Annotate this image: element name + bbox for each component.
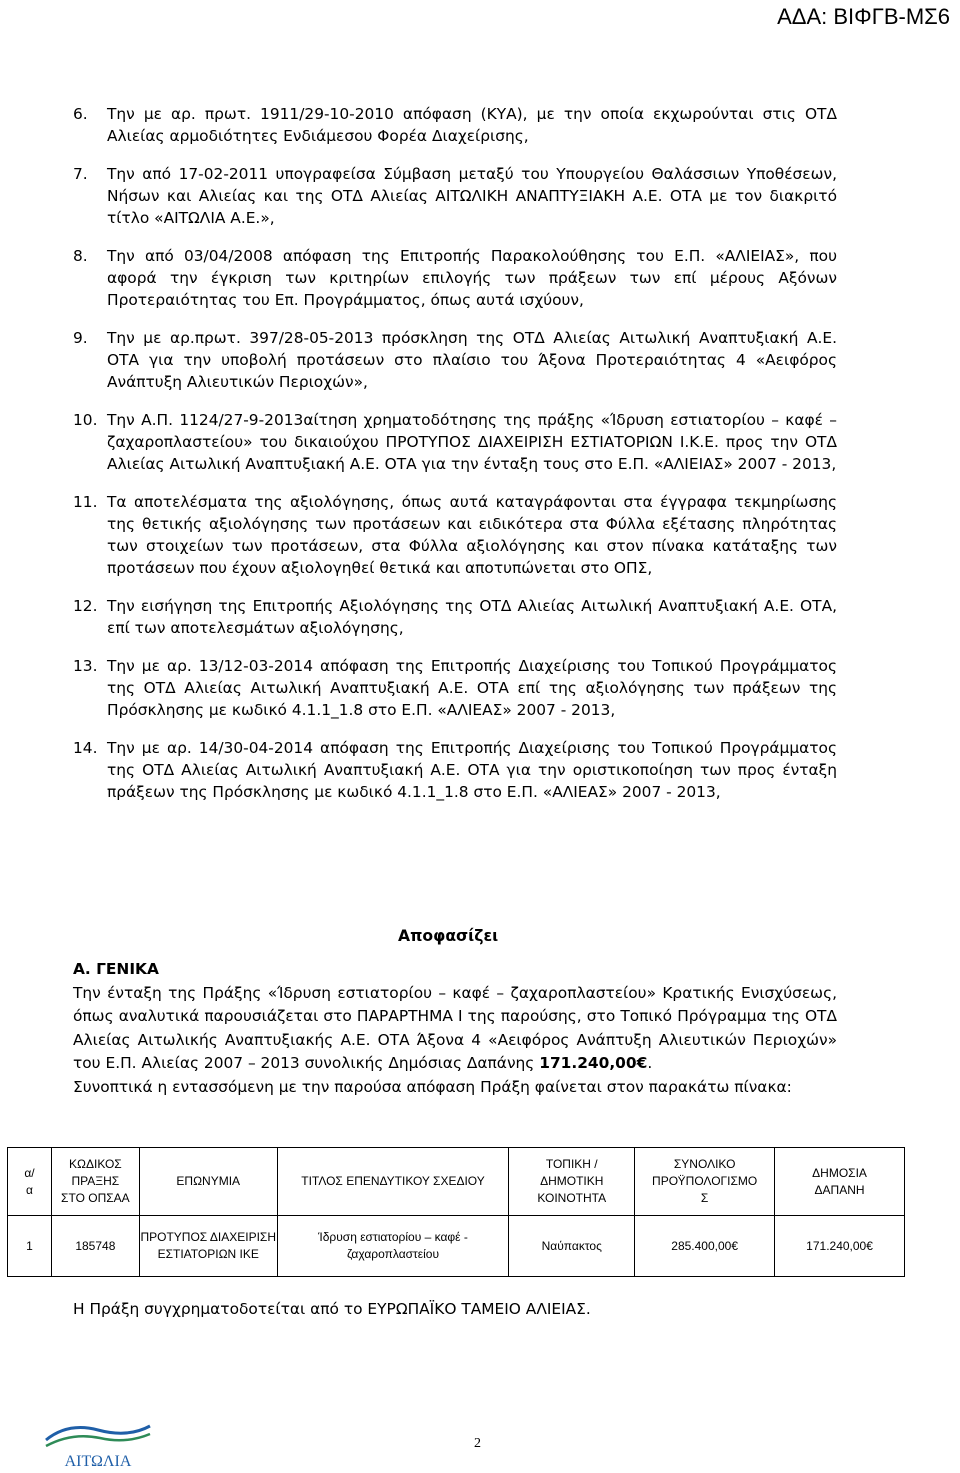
column-header: ΣΥΝΟΛΙΚΟ ΠΡΟΫΠΟΛΟΓΙΣΜΟ Σ [635, 1148, 775, 1216]
cofinancing-note: Η Πράξη συγχρηματοδοτείται από το ΕΥΡΩΠΑΪΚΟ ΤΑΜΕΙΟ ΑΛΙΕΙΑΣ. [73, 1300, 591, 1318]
table-cell: ΠΡΟΤΥΠΟΣ ΔΙΑΧΕΙΡΙΣΗ ΕΣΤΙΑΤΟΡΙΩΝ ΙΚΕ [139, 1216, 277, 1277]
item-text: Την εισήγηση της Επιτροπής Αξιολόγησης της ΟΤΔ Αλιείας Αιτωλική Αναπτυξιακή Α.Ε. ΟΤΑ, επί των αποτελεσμάτων αξιολόγησης, [107, 597, 837, 637]
item-number: 11. [73, 493, 98, 511]
column-header: α/ α [8, 1148, 52, 1216]
decision-text: Αποφασίζει [398, 927, 499, 945]
section-heading: Α. ΓΕΝΙΚΑ [73, 960, 159, 978]
column-header: ΚΩΔΙΚΟΣ ΠΡΑΞΗΣ ΣΤΟ ΟΠΣΑΑ [51, 1148, 139, 1216]
column-header: ΤΟΠΙΚΗ / ΔΗΜΟΤΙΚΗ ΚΟΙΝΟΤΗΤΑ [509, 1148, 635, 1216]
item-text: Την με αρ. πρωτ. 1911/29-10-2010 απόφαση (ΚΥΑ), με την οποία εκχωρούνται στις ΟΤΔ Αλιείας αρμοδιότητες Ενδιάμεσου Φορέα Διαχείρισης, [107, 105, 837, 145]
considerations-list [73, 103, 837, 819]
paragraph-end: . [647, 1054, 653, 1073]
table-cell: Ναύπακτος [509, 1216, 635, 1277]
list-item [73, 245, 837, 311]
list-item [73, 655, 837, 721]
item-text: Την από 03/04/2008 απόφαση της Επιτροπής Παρακολούθησης του Ε.Π. «ΑΛΙΕΙΑΣ», που αφορά την έγκριση των κριτηρίων επιλογής των πράξεων των επί μέρους Αξόνων Προτεραιότητας του Επ. Προγράμματος, όπως αυτά ισχύουν, [107, 247, 837, 309]
public-expenditure-amount: 171.240,00€ [539, 1054, 648, 1073]
table-cell: 171.240,00€ [775, 1216, 905, 1277]
item-number: 12. [73, 597, 98, 615]
item-text: Τα αποτελέσματα της αξιολόγησης, όπως αυτά καταγράφονται στα έγγραφα τεκμηρίωσης της θετικής αξιολόγησης των προτάσεων και ειδικότερα στα Φύλλα εξέτασης πληρότητας των στοιχείων των προτάσεων, στα Φύλλα αξιολόγησης και στον πίνακα κατάταξης των προτάσεων που έχουν αξιολογηθεί θετικά και αποτυπώνεται στο ΟΠΣ, [107, 493, 837, 577]
item-number: 9. [73, 329, 88, 347]
item-number: 7. [73, 165, 88, 183]
page-number: 2 [474, 1436, 481, 1451]
item-text: Την από 17-02-2011 υπογραφείσα Σύμβαση μεταξύ του Υπουργείου Θαλάσσιων Υποθέσεων, Νήσων και Αλιείας και της ΟΤΔ Αλιείας ΑΙΤΩΛΙΚΗ ΑΝΑΠΤΥΞΙΑΚΗ Α.Ε. ΟΤΑ με τον διακριτό τίτλο «ΑΙΤΩΛΙΑ Α.Ε.», [107, 165, 837, 227]
list-item [73, 491, 837, 579]
logo-text: ΑΙΤΩΛΙΑ [64, 1453, 132, 1470]
column-header: ΔΗΜΟΣΙΑ ΔΑΠΑΝΗ [775, 1148, 905, 1216]
list-item [73, 595, 837, 639]
list-item [73, 163, 837, 229]
list-item [73, 409, 837, 475]
section-paragraph [73, 982, 837, 1076]
table-cell: 1 [8, 1216, 52, 1277]
section-paragraph-summary: Συνοπτικά η εντασσόμενη με την παρούσα απόφαση Πράξη φαίνεται στον παρακάτω πίνακα: [73, 1077, 792, 1096]
paragraph-text: Την ένταξη της Πράξης «Ίδρυση εστιατορίου – καφέ – ζαχαροπλαστείου» Κρατικής Ενισχύσεως, όπως αναλυτικά παρουσιάζεται στο ΠΑΡΑΡΤΗΜΑ Ι της παρούσης, στο Τοπικό Πρόγραμμα της ΟΤΔ Αλιείας Αιτωλικής Αναπτυξιακής Α.Ε. ΟΤΑ Άξονα 4 «Αειφόρος Ανάπτυξη Αλιευτικών Περιοχών» του Ε.Π. Αλιείας 2007 – 2013 συνολικής Δημόσιας Δαπάνης [73, 983, 837, 1073]
table-row [8, 1216, 905, 1277]
list-item [73, 103, 837, 147]
item-text: Την Α.Π. 1124/27-9-2013αίτηση χρηματοδότησης της πράξης «Ίδρυση εστιατορίου – καφέ – ζαχαροπλαστείου» του δικαιούχου ΠΡΟΤΥΠΟΣ ΔΙΑΧΕΙΡΙΣΗ ΕΣΤΙΑΤΟΡΙΩΝ Ι.Κ.Ε. προς την ΟΤΔ Αλιείας Αιτωλική Αναπτυξιακή Α.Ε. ΟΤΑ για την ένταξη τους στο Ε.Π. «ΑΛΙΕΙΑΣ» 2007 - 2013, [107, 411, 837, 473]
table-cell: 285.400,00€ [635, 1216, 775, 1277]
item-number: 6. [73, 105, 88, 123]
ada-code: ΑΔΑ: ΒΙΦΓΒ-ΜΣ6 [777, 4, 950, 29]
column-header: ΕΠΩΝΥΜΙΑ [139, 1148, 277, 1216]
item-number: 8. [73, 247, 88, 265]
item-text: Την με αρ. 14/30-04-2014 απόφαση της Επιτροπής Διαχείρισης του Τοπικού Προγράμματος της ΟΤΔ Αλιείας Αιτωλική Αναπτυξιακή Α.Ε. ΟΤΑ για την οριστικοποίηση των προς ένταξη πράξεων της Πρόσκλησης με κωδικό 4.1.1_1.8 στο Ε.Π. «ΑΛΙΕΑΣ» 2007 - 2013, [107, 739, 837, 801]
column-header: ΤΙΤΛΟΣ ΕΠΕΝΔΥΤΙΚΟΥ ΣΧΕΔΙΟΥ [277, 1148, 509, 1216]
table-cell: Ίδρυση εστιατορίου – καφέ - ζαχαροπλαστείου [277, 1216, 509, 1277]
projects-table [7, 1147, 905, 1277]
list-item [73, 327, 837, 393]
item-text: Την με αρ. 13/12-03-2014 απόφαση της Επιτροπής Διαχείρισης του Τοπικού Προγράμματος της ΟΤΔ Αλιείας Αιτωλική Αναπτυξιακή Α.Ε. ΟΤΑ επί της αξιολόγησης των πράξεων της Πρόσκλησης με κωδικό 4.1.1_1.8 στο Ε.Π. «ΑΛΙΕΑΣ» 2007 - 2013, [107, 657, 837, 719]
table-cell: 185748 [51, 1216, 139, 1277]
item-number: 13. [73, 657, 98, 675]
aitolia-logo [38, 1418, 158, 1470]
section-general [73, 958, 837, 1100]
item-text: Την με αρ.πρωτ. 397/28-05-2013 πρόσκληση της ΟΤΔ Αλιείας Αιτωλική Αναπτυξιακή Α.Ε. ΟΤΑ για την υποβολή προτάσεων στο πλαίσιο του Άξονα Προτεραιότητας 4 «Αειφόρος Ανάπτυξη Αλιευτικών Περιοχών», [107, 329, 837, 391]
table-header-row [8, 1148, 905, 1216]
list-item [73, 737, 837, 803]
item-number: 14. [73, 739, 98, 757]
item-number: 10. [73, 411, 98, 429]
